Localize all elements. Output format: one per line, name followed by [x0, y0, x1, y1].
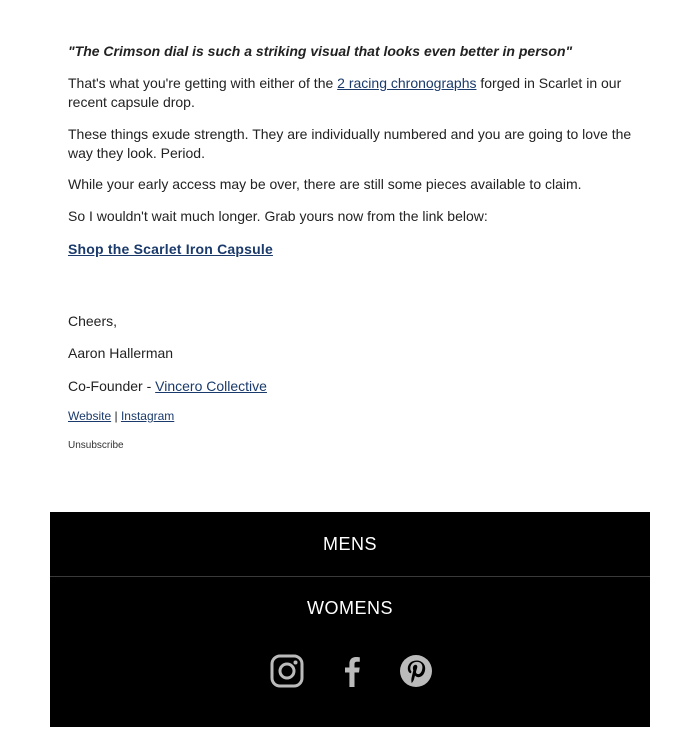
nav-mens-button[interactable]: MENS: [322, 534, 377, 554]
nav-divider: [50, 576, 650, 577]
shop-capsule-link[interactable]: Shop the Scarlet Iron Capsule: [68, 241, 273, 257]
link-separator: |: [111, 409, 121, 423]
racing-chronographs-link[interactable]: 2 racing chronographs: [337, 75, 477, 91]
facebook-icon[interactable]: [335, 654, 369, 688]
urgency-paragraph: So I wouldn't wait much longer. Grab yours now from the link below:: [68, 208, 488, 224]
sender-title: [68, 377, 648, 396]
early-access-paragraph: While your early access may be over, there are still some pieces available to claim.: [68, 176, 582, 192]
intro-text-before: That's what you're getting with either of the: [68, 75, 338, 91]
quote-text: "The Crimson dial is such a striking visual that looks even better in person": [68, 43, 573, 59]
social-icons: [50, 654, 650, 690]
unsubscribe-link[interactable]: Unsubscribe: [68, 440, 124, 451]
sender-name: Aaron Hallerman: [68, 345, 174, 361]
signoff-text: Cheers,: [68, 313, 118, 329]
footer-nav: [50, 512, 650, 727]
strength-paragraph: These things exude strength. They are individually numbered and you are going to love the way they look. Period.: [68, 126, 632, 161]
pinterest-icon[interactable]: [399, 654, 433, 688]
unsubscribe-wrapper: [68, 436, 648, 455]
intro-paragraph: [68, 74, 648, 112]
intro-text-after: forged in Scarlet in our recent capsule drop.: [68, 75, 622, 110]
cta-wrapper: [68, 240, 648, 259]
sender-title-prefix: Co-Founder -: [68, 378, 156, 394]
nav-womens-button[interactable]: WOMENS: [307, 598, 393, 618]
website-link[interactable]: Website: [68, 409, 112, 423]
footer-links: [68, 407, 648, 426]
company-link[interactable]: Vincero Collective: [155, 378, 267, 394]
instagram-icon[interactable]: [270, 654, 304, 688]
instagram-link[interactable]: Instagram: [120, 409, 175, 423]
